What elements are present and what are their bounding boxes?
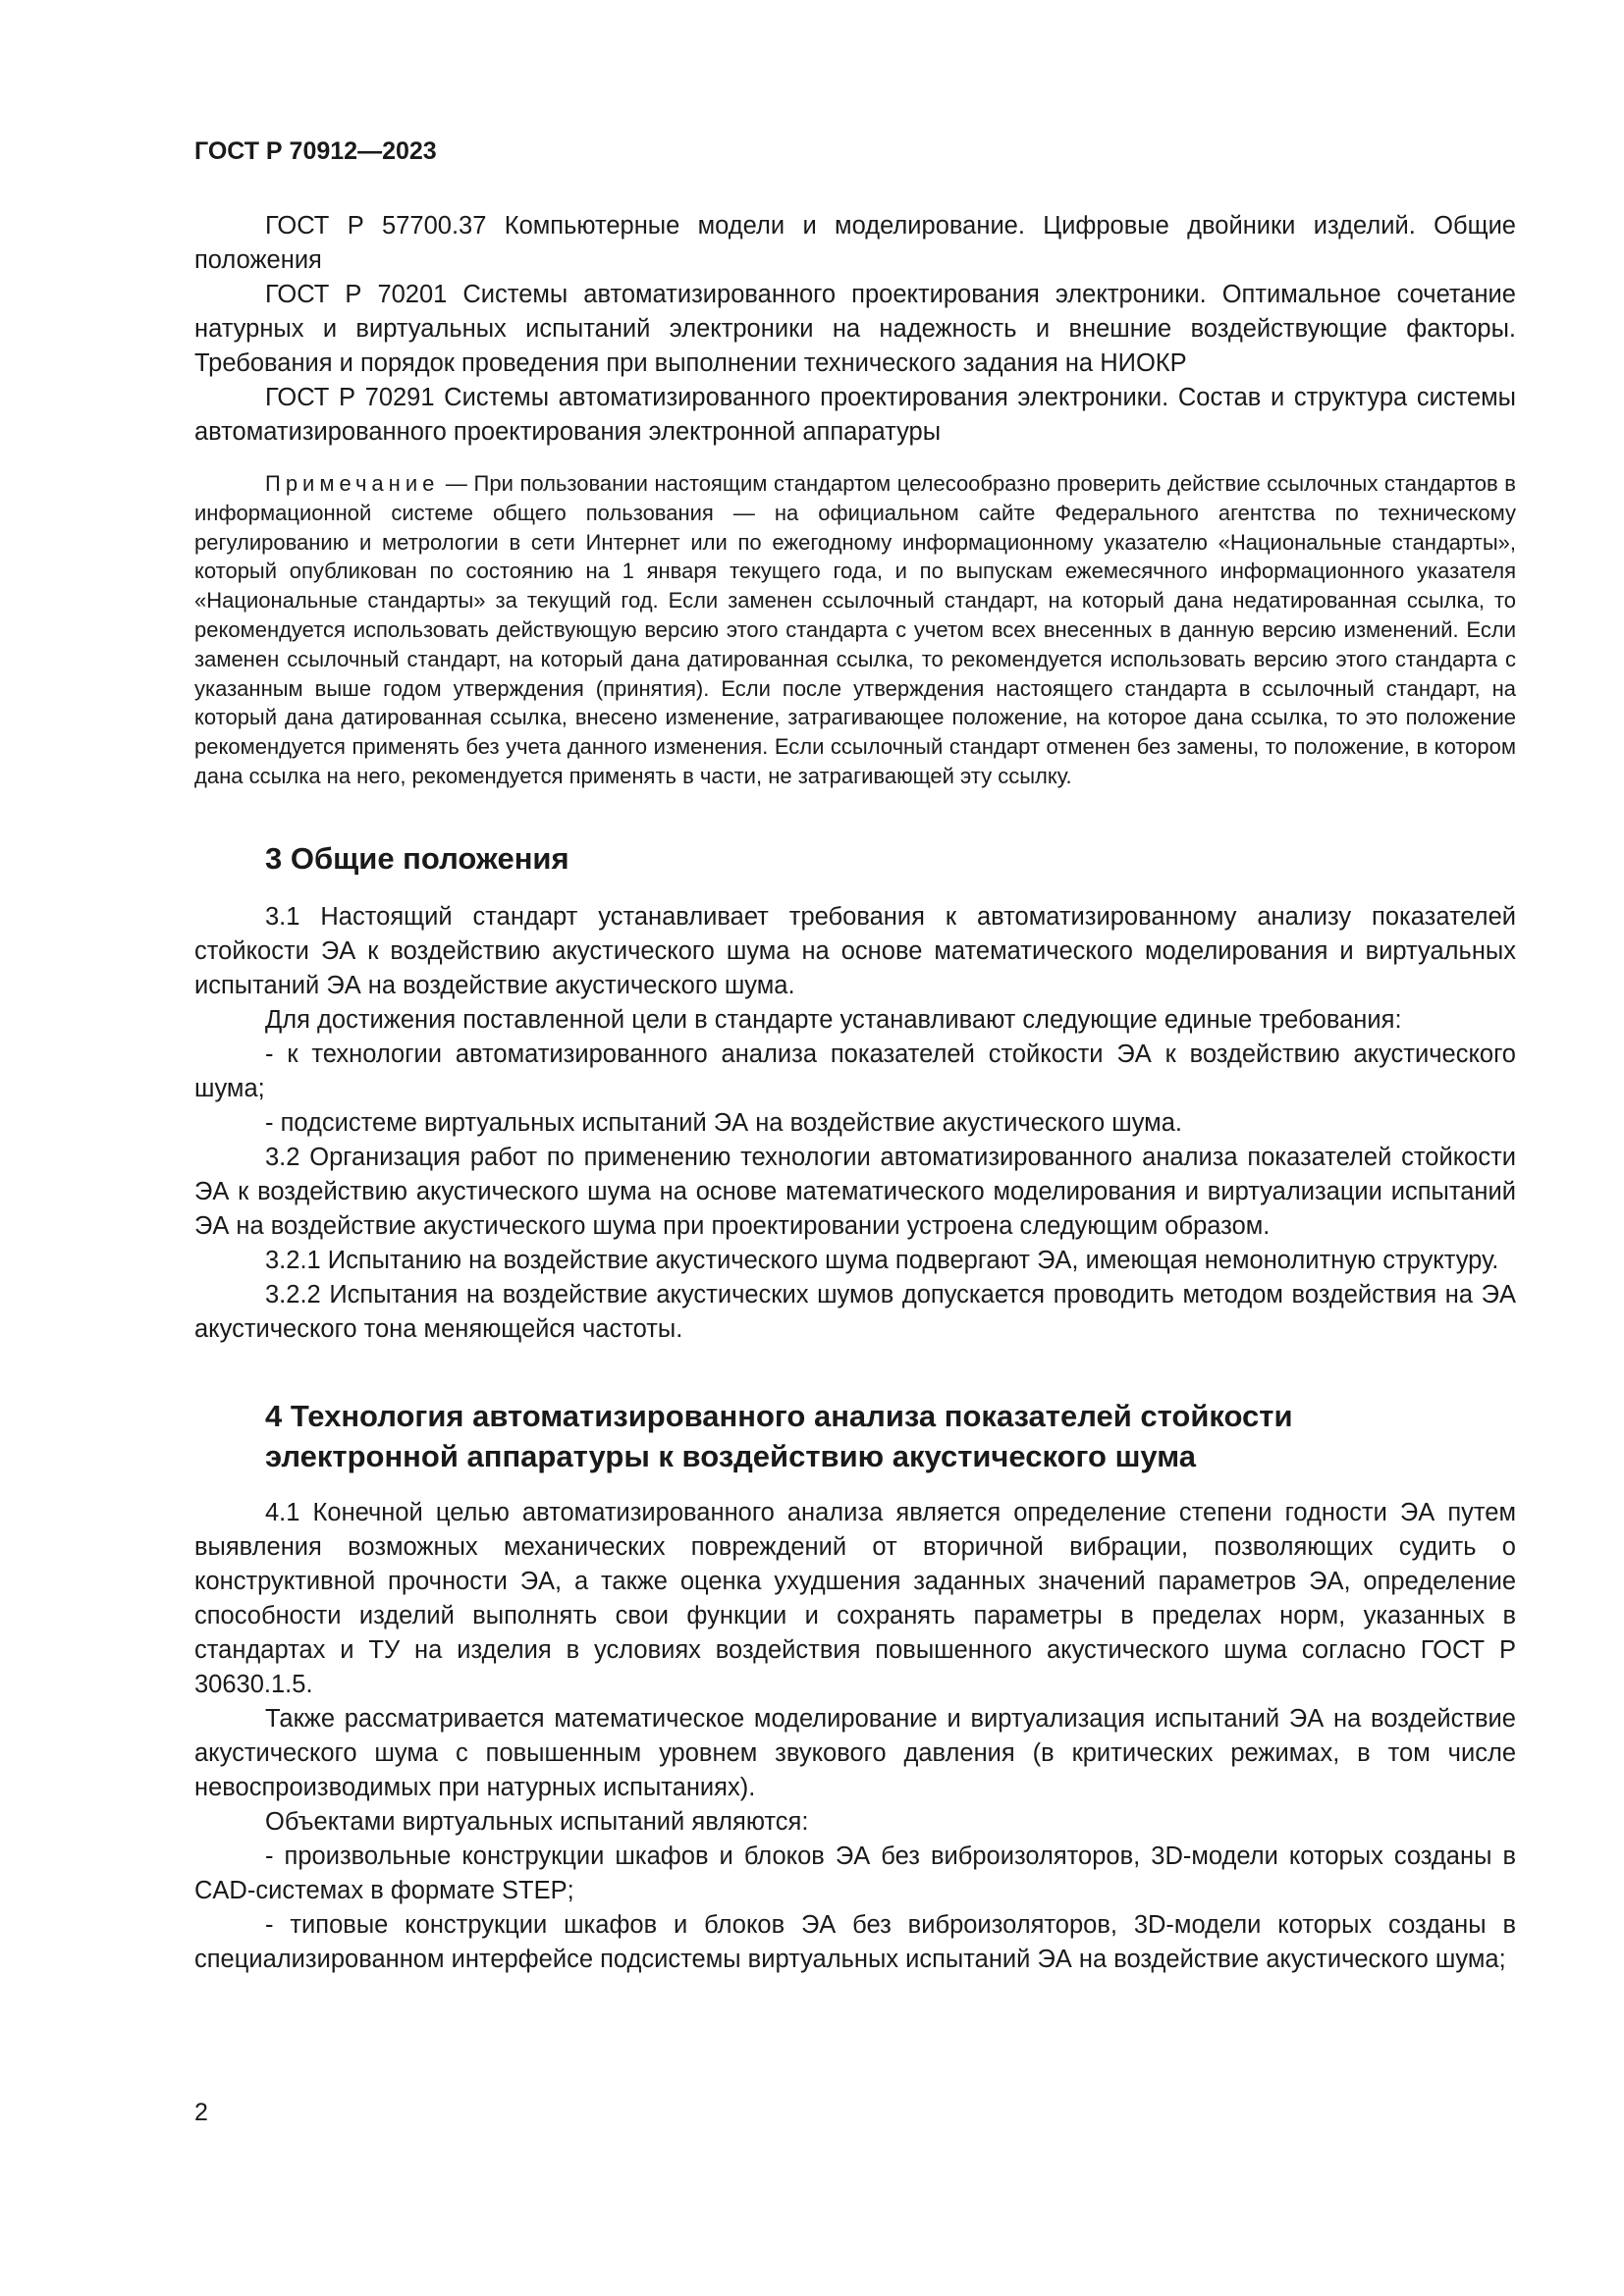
- paragraph: Также рассматривается математическое моделирование и виртуализация испытаний ЭА на воздействие акустического шума с повышенным уровнем звукового давления (в критических режимах, в том числе невоспроизводимых при натурных испытаниях).: [194, 1704, 1516, 1801]
- paragraph: 4.1 Конечной целью автоматизированного анализа является определение степени годности ЭА путем выявления возможных механических повреждений от вторичной вибрации, позволяющих судить о конструктивной прочности ЭА, а также оценка ухудшения заданных значений параметров ЭА, определение способности изделий выполнять свои функции и сохранять параметры в пределах норм, указанных в стандартах и ТУ на изделия в условиях воздействия повышенного акустического шума согласно ГОСТ Р 30630.1.5.: [194, 1498, 1516, 1698]
- note-label: Примечание: [265, 471, 440, 496]
- paragraph: 3.1 Настоящий стандарт устанавливает требования к автоматизированному анализу показателей стойкости ЭА к воздействию акустического шума на основе математического моделирования и виртуальных испытаний ЭА на воздействие акустического шума.: [194, 902, 1516, 999]
- section-3-heading: 3 Общие положения: [265, 840, 569, 876]
- list-item: - подсистеме виртуальных испытаний ЭА на воздействие акустического шума.: [265, 1108, 1182, 1137]
- note-text: — При пользовании настоящим стандартом целесообразно проверить действие ссылочных стандартов в информационной системе общего пользования — на официальном сайте Федерального агентства по техническому регулированию и метрологии в сети Интернет или по ежегодному информационному указателю «Национальные стандарты», который опубликован по состоянию на 1 января текущего года, и по выпускам ежемесячного информационного указателя «Национальные стандарты» за текущий год. Если заменен ссылочный стандарт, на который дана недатированная ссылка, то рекомендуется использовать действующую версию этого стандарта с учетом всех внесенных в данную версию изменений. Если заменен ссылочный стандарт, на который дана датированная ссылка, то рекомендуется использовать версию этого стандарта с указанным выше годом утверждения (принятия). Если после утверждения настоящего стандарта в ссылочный стандарт, на который дана датированная ссылка, внесено изменение, затрагивающее положение, на которое дана ссылка, то это положение рекомендуется применять без учета данного изменения. Если ссылочный стандарт отменен без замены, то положение, в котором дана ссылка на него, рекомендуется применять в части, не затрагивающей эту ссылку.: [194, 471, 1516, 788]
- reference-item: ГОСТ Р 70201 Системы автоматизированного проектирования электроники. Оптимальное сочетание натурных и виртуальных испытаний электроники на надежность и внешние воздействующие факторы. Требования и порядок проведения при выполнении технического задания на НИОКР: [194, 281, 1516, 377]
- paragraph: 3.2.1 Испытанию на воздействие акустического шума подвергают ЭА, имеющая немонолитную структуру.: [265, 1246, 1499, 1274]
- paragraph: Для достижения поставленной цели в стандарте устанавливают следующие единые требования:: [265, 1005, 1402, 1034]
- section-4-heading-line-2: электронной аппаратуры к воздействию акустического шума: [265, 1438, 1197, 1473]
- paragraph: Объектами виртуальных испытаний являются:: [265, 1807, 809, 1836]
- reference-item: ГОСТ Р 57700.37 Компьютерные модели и моделирование. Цифровые двойники изделий. Общие положения: [194, 212, 1516, 274]
- section-4-heading: [194, 1396, 1516, 1476]
- paragraph: 3.2 Организация работ по применению технологии автоматизированного анализа показателей стойкости ЭА к воздействию акустического шума на основе математического моделирования и виртуализации испытаний ЭА на воздействие акустического шума при проектировании устроена следующим образом.: [194, 1143, 1516, 1240]
- list-item: - типовые конструкции шкафов и блоков ЭА без виброизоляторов, 3D-модели которых созданы в специализированном интерфейсе подсистемы виртуальных испытаний ЭА на воздействие акустического шума;: [194, 1910, 1516, 1973]
- paragraph: 3.2.2 Испытания на воздействие акустических шумов допускается проводить методом воздействия на ЭА акустического тона меняющейся частоты.: [194, 1280, 1516, 1343]
- page-number: 2: [194, 2099, 208, 2126]
- list-item: - произвольные конструкции шкафов и блоков ЭА без виброизоляторов, 3D-модели которых созданы в CAD-системах в формате STEP;: [194, 1842, 1516, 1904]
- section-4-heading-line-1: 4 Технология автоматизированного анализа показателей стойкости: [265, 1398, 1293, 1433]
- document-header: ГОСТ Р 70912—2023: [194, 137, 437, 165]
- reference-item: ГОСТ Р 70291 Системы автоматизированного проектирования электроники. Состав и структура системы автоматизированного проектирования электронной аппаратуры: [194, 384, 1516, 446]
- list-item: - к технологии автоматизированного анализа показателей стойкости ЭА к воздействию акустического шума;: [194, 1040, 1516, 1102]
- section-4-body: [194, 1496, 1516, 1977]
- document-page: [194, 137, 1516, 1977]
- reference-note: [194, 469, 1516, 791]
- normative-references: [194, 209, 1516, 450]
- section-3-body: [194, 900, 1516, 1347]
